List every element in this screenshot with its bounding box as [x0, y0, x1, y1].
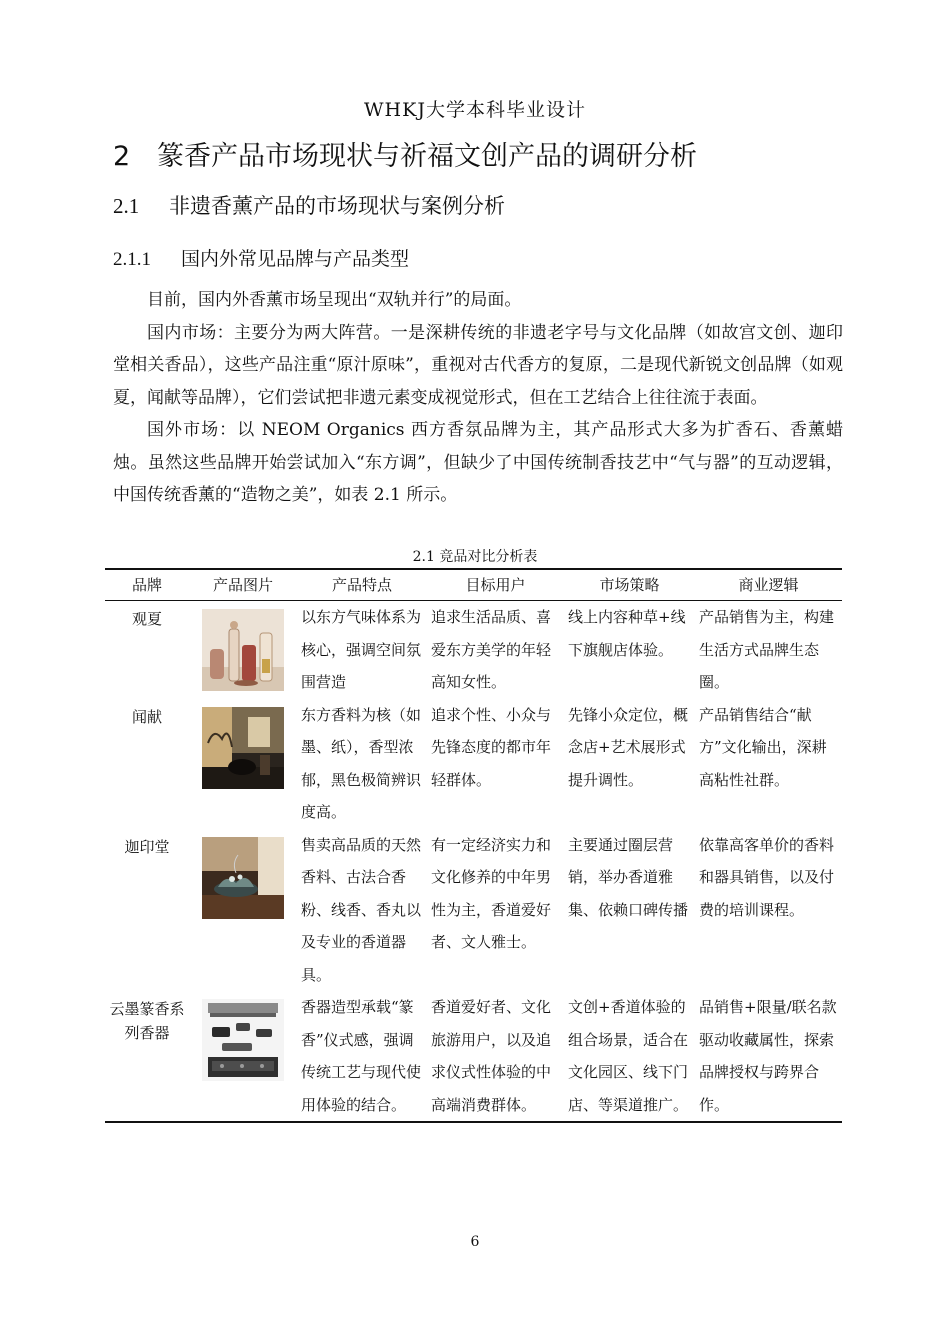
logic-cell: 产品销售结合“献方”文化输出，深耕高粘性社群。: [699, 705, 827, 789]
column-header: 产品特点: [297, 569, 427, 601]
column-header: 市场策略: [564, 569, 695, 601]
column-header: 目标用户: [427, 569, 564, 601]
feature-cell: 东方香料为核（如墨、纸），香型浓郁，黑色极简辨识度高。: [301, 705, 422, 821]
body-text: [113, 284, 843, 512]
user-cell: 追求生活品质、喜爱东方美学的年轻高知女性。: [431, 608, 552, 691]
chapter-title: 篆香产品市场现状与祈福文创产品的调研分析: [157, 141, 697, 172]
product-photo-icon: [202, 999, 284, 1081]
table-header-row: [105, 569, 842, 601]
subsection-number: 2.1.1: [113, 249, 151, 270]
chapter-number: 2: [113, 141, 131, 172]
product-photo-icon: [202, 707, 284, 789]
feature-cell: 香器造型承载“篆香”仪式感，强调传统工艺与现代使用体验的结合。: [297, 991, 427, 1122]
table-row: [105, 601, 842, 699]
table-row: [105, 829, 842, 992]
user-cell: 追求个性、小众与先锋态度的都市年轻群体。: [431, 705, 552, 789]
product-photo-icon: [202, 609, 284, 691]
product-photo-icon: [202, 837, 284, 919]
logic-cell: 品销售+限量/联名款驱动收藏属性，探索品牌授权与跨界合作。: [695, 991, 842, 1122]
logic-cell: 依靠高客单价的香料和器具销售，以及付费的培训课程。: [699, 835, 835, 919]
user-cell: 有一定经济实力和文化修养的中年男性为主，香道爱好者、文人雅士。: [431, 835, 552, 951]
strategy-cell: 文创+香道体验的组合场景，适合在文化园区、线下门店、等渠道推广。: [564, 991, 695, 1122]
section-title: 非遗香薰产品的市场现状与案例分析: [169, 194, 505, 218]
user-cell: 香道爱好者、文化旅游用户，以及追求仪式性体验的中高端消费群体。: [427, 991, 564, 1122]
feature-cell: 以东方气味体系为核心，强调空间氛围营造: [301, 608, 422, 691]
brand-cell: 闻献: [131, 707, 162, 726]
table-row: [105, 991, 842, 1122]
page-header: WHKJ大学本科毕业设计: [364, 99, 586, 121]
strategy-cell: 主要通过圈层营销，举办香道雅集、依赖口碑传播: [568, 835, 689, 919]
column-header: 产品图片: [189, 569, 297, 601]
brand-cell: 云墨篆香系列香器: [105, 991, 189, 1122]
brand-cell: 迦印堂: [124, 837, 170, 856]
section-number: 2.1: [113, 194, 140, 218]
subsection-title: 国内外常见品牌与产品类型: [181, 248, 410, 270]
comparison-table: [105, 568, 842, 1123]
feature-cell: 售卖高品质的天然香料、古法合香粉、线香、香丸以及专业的香道器具。: [301, 835, 422, 984]
brand-cell: 观夏: [131, 610, 162, 628]
table-caption: 2.1 竞品对比分析表: [412, 549, 538, 565]
subsection-heading: [113, 244, 409, 271]
paragraph: 国内市场：主要分为两大阵营。一是深耕传统的非遗老字号与文化品牌（如故宫文创、迦印堂相关香品），这些产品注重“原汁原味”，重视对古代香方的复原，二是现代新锐文创品牌（如观夏，闻献等品牌），它们尝试把非遗元素变成视觉形式，但在工艺结合上往往流于表面。: [113, 322, 843, 408]
strategy-cell: 线上内容种草+线下旗舰店体验。: [568, 608, 686, 659]
strategy-cell: 先锋小众定位，概念店+艺术展形式提升调性。: [568, 705, 689, 789]
column-header: 品牌: [105, 569, 189, 601]
paragraph: 目前，国内外香薰市场呈现出“双轨并行”的局面。: [147, 290, 522, 310]
section-heading: [113, 190, 505, 220]
paragraph: 国外市场：以 NEOM Organics 西方香氛品牌为主，其产品形式大多为扩香石、香薰蜡烛。虽然这些品牌开始尝试加入“东方调”，但缺少了中国传统制香技艺中“气与器”的互动逻辑，中国传统香薰的“造物之美”，如表 2.1 所示。: [113, 420, 843, 505]
chapter-heading: [113, 134, 697, 173]
column-header: 商业逻辑: [695, 569, 842, 601]
page-number: 6: [470, 1234, 480, 1250]
table-row: [105, 699, 842, 829]
logic-cell: 产品销售为主，构建生活方式品牌生态圈。: [699, 608, 835, 691]
